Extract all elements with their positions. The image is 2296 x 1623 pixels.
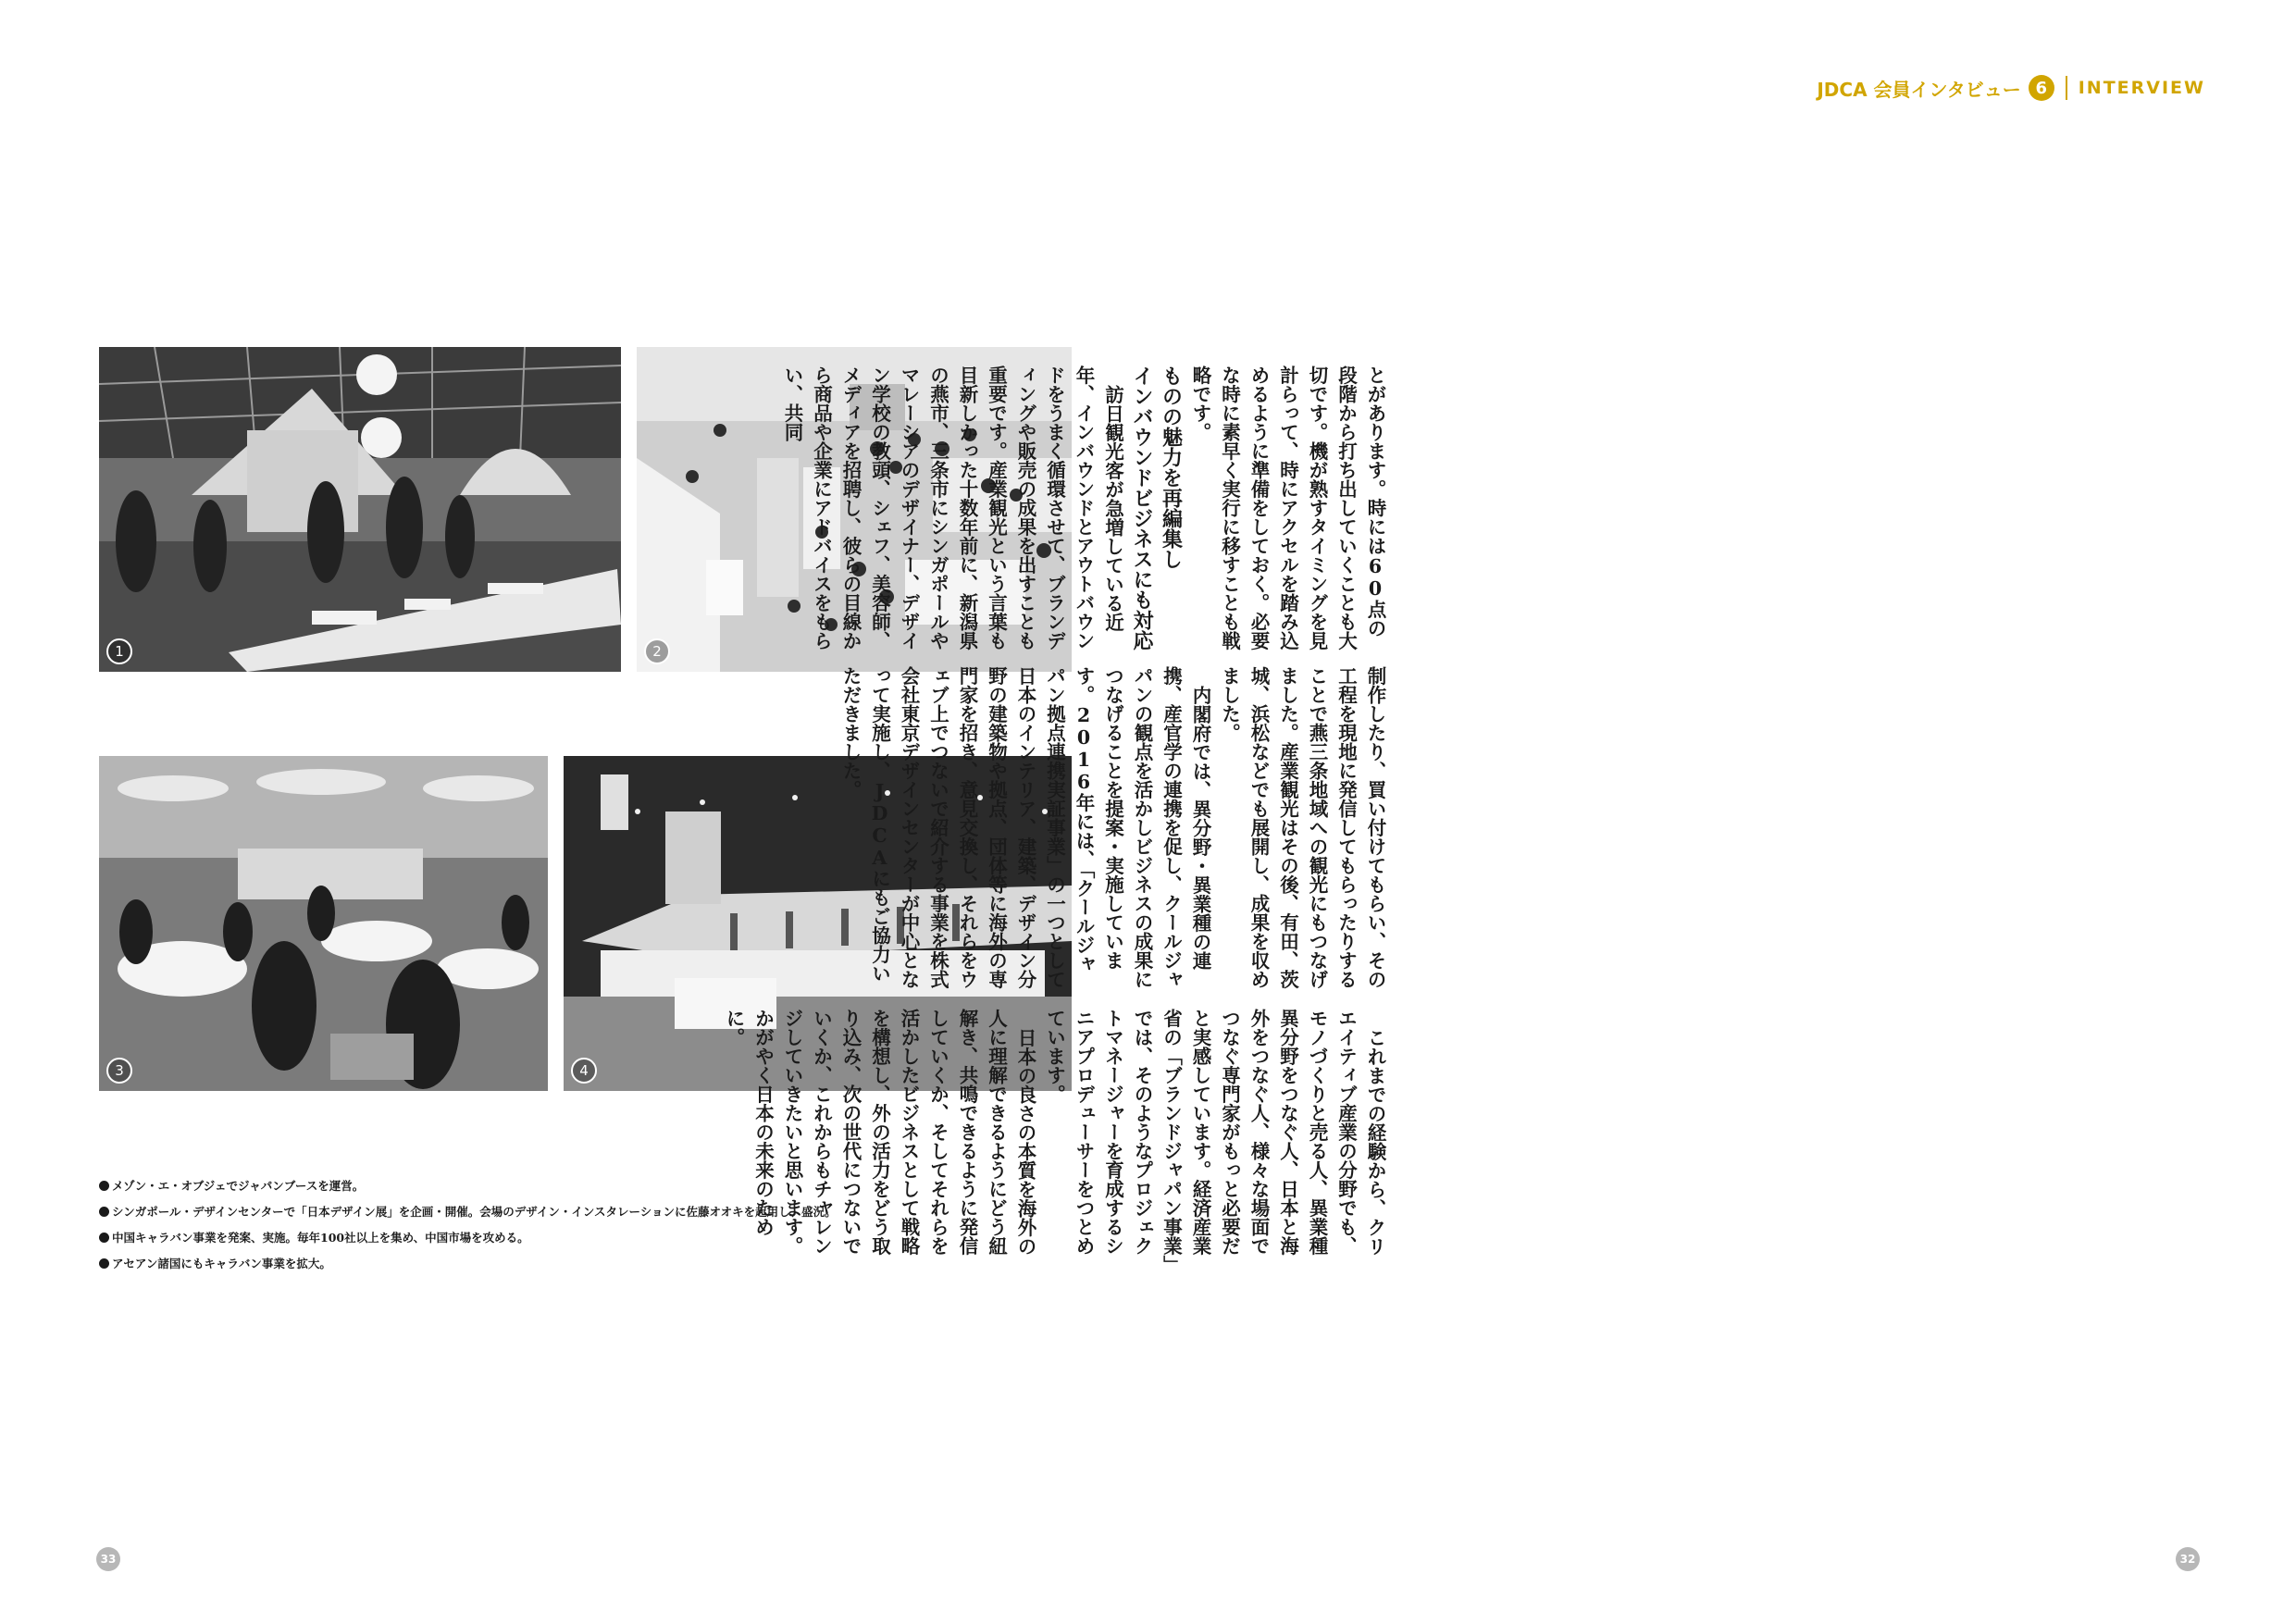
page-header — [1817, 74, 2205, 102]
paragraph: 内閣府では、異分野・異業種の連携、産官学の連携を促し、クールジャパンの観点を活かしビジネスの成果につなげることを提案・実施しています。2016年には、「クールジャパン拠点連携実証事業」の一つとして日本のインテリア、建築、デザイン分野の建築物や拠点、団体等に海外の専門家を招き、意見交換し、それらをウェブ上でつないで紹介する事業を株式会社東京デザインセンターが中心となって実施し、JDCAにもご協力いただきました。 — [839, 666, 1211, 989]
section-heading: インバウンドビジネスにも対応 — [1130, 365, 1154, 650]
header-label: JDCA 会員インタビュー — [1817, 78, 2021, 101]
caption-bullet — [99, 1258, 109, 1269]
header-divider — [2066, 76, 2067, 100]
photo-number: 2 — [644, 638, 670, 664]
page-number-right: 32 — [2176, 1547, 2200, 1571]
caption-1: メゾン・エ・オブジェでジャパンブースを運営。 — [99, 1173, 1024, 1199]
caption-bullet — [99, 1233, 109, 1243]
article-column-a — [777, 365, 1390, 652]
photo-number: 1 — [106, 638, 132, 664]
paragraph: 日本の良さの本質を海外の人に理解できるようにどう紐解き、共鳴できるように発信していくか、そしてそれらを活かしたビジネスとして戦略を構想し、外の活力をどう取り込み、次の世代につないでいくか、これからもチャレンジしていきたいと思います。かがやく日本の未来のために。 — [723, 1009, 1036, 1256]
photo-maison-objet-booth — [99, 347, 621, 672]
caption-2: シンガポール・デザインセンターで「日本デザイン展」を企画・開催。会場のデザイン・インスタレーションに佐藤オオキを起用し、盛況。 — [99, 1199, 1024, 1225]
caption-bullet — [99, 1207, 109, 1217]
paragraph: これまでの経験から、クリエイティブ産業の分野でも、モノづくりと売る人、異業種異分野をつなぐ人、日本と海外をつなぐ人、様々な場面でつなぐ専門家がもっと必要だと実感しています。経済産業省の「ブランドジャパン事業」では、そのようなプロジェクトマネージャーを育成するシニアプロデューサーをつとめています。 — [1043, 1009, 1386, 1265]
paragraph: 訪日観光客が急増している近年、インバウンドとアウトバウンドをうまく循環させて、ブランディングや販売の成果を出すことも重要です。産業観光という言葉も目新しかった十数年前に、新潟県の燕市、三条市にシンガポールやマレーシアのデザイナー、デザイン学校の教頭、シェフ、美容師、メディアを招聘し、彼らの目線から商品や企業にアドバイスをもらい、共同 — [781, 365, 1124, 650]
photo-number: 3 — [106, 1058, 132, 1084]
photo-number: 4 — [571, 1058, 597, 1084]
section-heading: ものの魅力を再編集し — [1159, 365, 1184, 569]
article-column-b — [836, 666, 1390, 990]
article-column-c — [719, 1009, 1390, 1272]
caption-3: 中国キャラバン事業を発案、実施。毎年100社以上を集め、中国市場を攻める。 — [99, 1225, 1024, 1251]
paragraph: 制作したり、買い付けてもらい、その工程を現地に発信してもらったりすることで燕三条地域への観光にもつなげました。産業観光はその後、有田、茨城、浜松などでも展開し、成果を収めました。 — [1218, 666, 1386, 989]
paragraph: とがあります。時には60点の段階から打ち出していくことも大切です。機が熟すタイミングを見計らって、時にアクセルを踏み込めるように準備をしておく。必要な時に素早く実行に移すことも戦略です。 — [1189, 365, 1386, 650]
photo-china-caravan-meeting — [99, 756, 548, 1091]
page-number-left: 33 — [96, 1547, 120, 1571]
caption-bullet — [99, 1181, 109, 1191]
header-english-label: INTERVIEW — [2078, 78, 2205, 98]
caption-4: アセアン諸国にもキャラバン事業を拡大。 — [99, 1251, 1024, 1277]
interview-number-badge: 6 — [2029, 75, 2054, 101]
